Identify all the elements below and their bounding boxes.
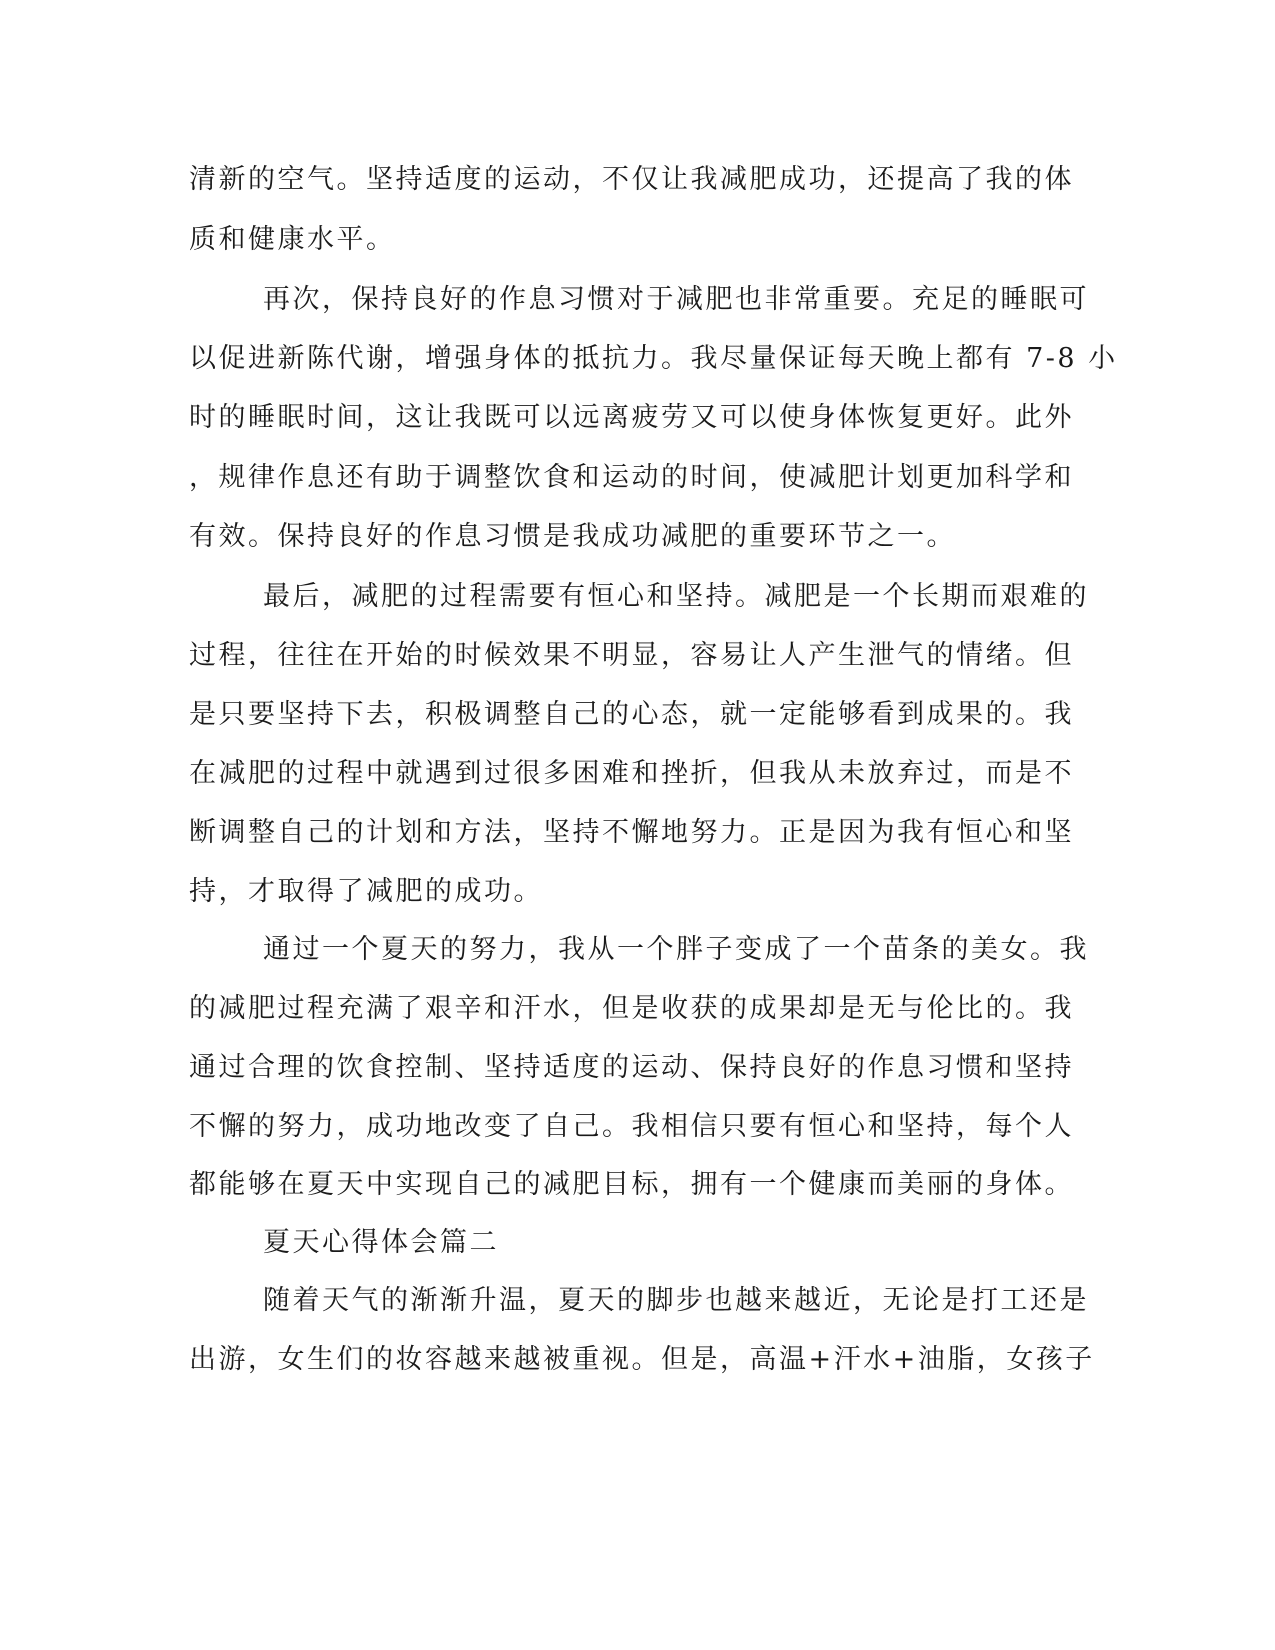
text-line: 有效。保持良好的作息习惯是我成功减肥的重要环节之一。 [189,521,956,552]
text-line: 清新的空气。坚持适度的运动，不仅让我减肥成功，还提高了我的体 [189,164,1074,195]
text-line: 质和健康水平。 [189,224,396,255]
paragraph-first-line: 再次，保持良好的作息习惯对于减肥也非常重要。充足的睡眠可 [263,284,1089,315]
paragraph-first-line: 最后，减肥的过程需要有恒心和坚持。减肥是一个长期而艰难的 [263,581,1089,612]
text-line: 以促进新陈代谢，增强身体的抵抗力。我尽量保证每天晚上都有 7-8 小 [189,343,1118,374]
section-heading: 夏天心得体会篇二 [263,1227,499,1258]
text-line: 在减肥的过程中就遇到过很多困难和挫折，但我从未放弃过，而是不 [189,758,1074,789]
text-line: ，规律作息还有助于调整饮食和运动的时间，使减肥计划更加科学和 [189,462,1074,493]
text-line: 过程，往往在开始的时候效果不明显，容易让人产生泄气的情绪。但 [189,640,1074,671]
text-line: 通过合理的饮食控制、坚持适度的运动、保持良好的作息习惯和坚持 [189,1052,1074,1083]
text-line: 出游，女生们的妆容越来越被重视。但是，高温+汗水+油脂，女孩子 [189,1344,1095,1375]
text-line: 的减肥过程充满了艰辛和汗水，但是收获的成果却是无与伦比的。我 [189,993,1074,1024]
text-line: 时的睡眠时间，这让我既可以远离疲劳又可以使身体恢复更好。此外 [189,402,1074,433]
text-line: 持，才取得了减肥的成功。 [189,876,543,907]
text-line: 都能够在夏天中实现自己的减肥目标，拥有一个健康而美丽的身体。 [189,1169,1074,1200]
text-line: 是只要坚持下去，积极调整自己的心态，就一定能够看到成果的。我 [189,699,1074,730]
text-line: 断调整自己的计划和方法，坚持不懈地努力。正是因为我有恒心和坚 [189,817,1074,848]
paragraph-first-line: 随着天气的渐渐升温，夏天的脚步也越来越近，无论是打工还是 [263,1285,1089,1316]
text-line: 不懈的努力，成功地改变了自己。我相信只要有恒心和坚持，每个人 [189,1111,1074,1142]
paragraph-first-line: 通过一个夏天的努力，我从一个胖子变成了一个苗条的美女。我 [263,934,1089,965]
